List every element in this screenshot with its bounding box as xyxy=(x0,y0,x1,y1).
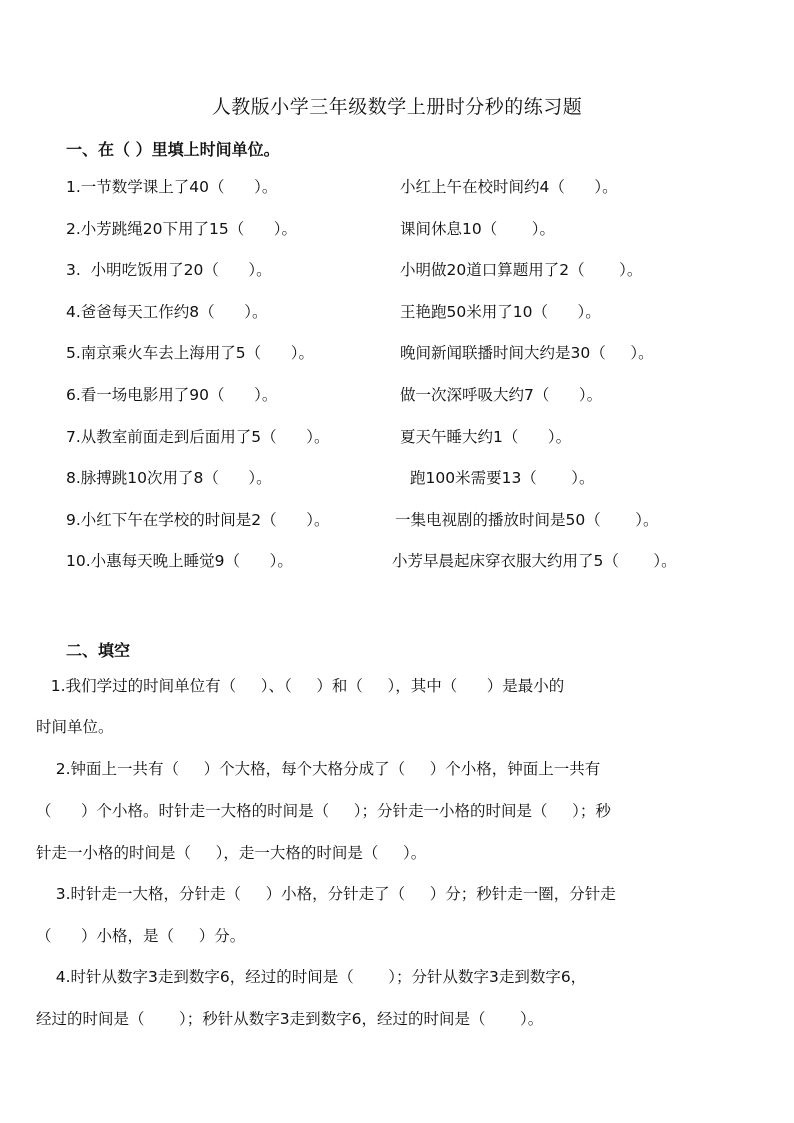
fill-line-4: （ ）个小格。时针走一大格的时间是（ ）；分针走一小格的时间是（ ）；秒 xyxy=(36,802,611,820)
q6-right: 做一次深呼吸大约7（ ）。 xyxy=(400,386,603,404)
q1-left: 1.一节数学课上了40（ ）。 xyxy=(66,178,278,196)
q7-left: 7.从教室前面走到后面用了5（ ）。 xyxy=(66,428,330,446)
fill-line-1: 1.我们学过的时间单位有（ ）、（ ）和（ ），其中（ ）是最小的 xyxy=(36,677,565,695)
q3-left: 3. 小明吃饭用了20（ ）。 xyxy=(66,261,272,279)
q2-right: 课间休息10（ ）。 xyxy=(400,220,555,238)
q10-left: 10.小惠每天晚上睡觉9（ ）。 xyxy=(66,552,293,570)
q9-right: 一集电视剧的播放时间是50（ ）。 xyxy=(395,511,659,529)
q8-left: 8.脉搏跳10次用了8（ ）。 xyxy=(66,469,272,487)
fill-line-5: 针走一小格的时间是（ ），走一大格的时间是（ ）。 xyxy=(36,844,427,862)
q3-right: 小明做20道口算题用了2（ ）。 xyxy=(400,261,643,279)
section1-heading: 一、在（ ）里填上时间单位。 xyxy=(66,140,280,159)
q6-left: 6.看一场电影用了90（ ）。 xyxy=(66,386,278,404)
fill-line-2: 时间单位。 xyxy=(36,718,114,736)
fill-line-7: （ ）小格，是（ ）分。 xyxy=(36,927,246,945)
q10-right: 小芳早晨起床穿衣服大约用了5（ ）。 xyxy=(392,552,677,570)
q1-right: 小红上午在校时间约4（ ）。 xyxy=(400,178,618,196)
q8-right: 跑100米需要13（ ）。 xyxy=(410,469,595,487)
fill-line-6: 3.时针走一大格，分针走（ ）小格，分针走了（ ）分；秒针走一圈，分针走 xyxy=(36,885,616,903)
page-title: 人教版小学三年级数学上册时分秒的练习题 xyxy=(211,96,583,118)
q4-left: 4.爸爸每天工作约8（ ）。 xyxy=(66,303,268,321)
q9-left: 9.小红下午在学校的时间是2（ ）。 xyxy=(66,511,330,529)
section2-heading: 二、填空 xyxy=(66,641,131,660)
q2-left: 2.小芳跳绳20下用了15（ ）。 xyxy=(66,220,298,238)
q4-right: 王艳跑50米用了10（ ）。 xyxy=(400,303,601,321)
q7-right: 夏天午睡大约1（ ）。 xyxy=(400,428,572,446)
fill-line-9: 经过的时间是（ ）；秒针从数字3走到数字6，经过的时间是（ ）。 xyxy=(36,1010,544,1028)
fill-line-3: 2.钟面上一共有（ ）个大格，每个大格分成了（ ）个小格，钟面上一共有 xyxy=(36,760,601,778)
q5-left: 5.南京乘火车去上海用了5（ ）。 xyxy=(66,344,314,362)
fill-line-8: 4.时针从数字3走到数字6，经过的时间是（ ）；分针从数字3走到数字6， xyxy=(36,968,587,986)
q5-right: 晚间新闻联播时间大约是30（ ）。 xyxy=(400,344,654,362)
